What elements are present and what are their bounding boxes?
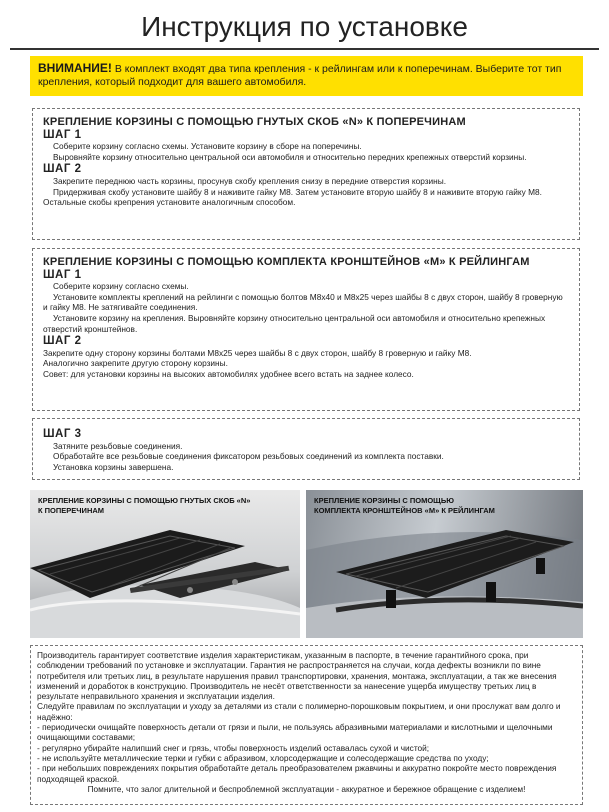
section-heading: КРЕПЛЕНИЕ КОРЗИНЫ С ПОМОЩЬЮ КОМПЛЕКТА КРОНШТЕЙНОВ «М» К РЕЙЛИНГАМ (43, 256, 530, 268)
step-text: Закрепите одну сторону корзины болтами М8х25 через шайбы 8 с двух сторон, шайбу 8 гроверную и гайку М8. (43, 347, 472, 358)
step-text: Соберите корзину согласно схемы. (53, 281, 189, 292)
caption-line: К ПОПЕРЕЧИНАМ (38, 505, 105, 515)
section-rails (32, 248, 580, 411)
section-final-step (32, 418, 580, 480)
warning-banner (30, 56, 583, 96)
page-title: Инструкция по установке (10, 8, 599, 50)
step-text: Аналогично закрепите другую сторону корзины. (43, 358, 228, 369)
warranty-text: Производитель гарантирует соответствие изделия характеристикам, указанным в паспорте, в течение гарантийного срока, при соблюдении требований по установке и эксплуатации. Гарантия не распространяется на случаи, когда дефекты возникли по вине потребителя или третьих лиц, в результате нарушения правил транспортировки, хранения, монтажа, эксплуатации, а так же внесения изменений и доработок в конструкцию. Производитель не несёт ответственности за нанесение ущерба имуществу третьих лиц в результате неправильного хранения и эксплуатации изделия. (37, 650, 557, 702)
section-crossbars (32, 108, 580, 240)
step-text: Обработайте все резьбовые соединения фиксатором резьбовых соединений из комплекта поставки. (53, 451, 444, 462)
care-rule: - не используйте металлические терки и губки с абразивом, хлорсодержащие и солесодержащие средства по уходу; (37, 752, 489, 763)
warning-label: ВНИМАНИЕ! (38, 61, 112, 75)
step-text: Установка корзины завершена. (53, 461, 174, 472)
step-title: ШАГ 2 (43, 335, 82, 348)
photo-crossbar-mount (30, 490, 300, 638)
care-rule: - при небольших повреждениях покрытия обработайте деталь преобразователем ржавчины и аккуратно покройте место повреждения подходящей краской. (37, 763, 557, 784)
section-heading: КРЕПЛЕНИЕ КОРЗИНЫ С ПОМОЩЬЮ ГНУТЫХ СКОБ «N» К ПОПЕРЕЧИНАМ (43, 116, 466, 128)
step-text: Совет: для установки корзины на высоких автомобилях удобнее всего встать на заднее колесо. (43, 368, 414, 379)
caption-line: КОМПЛЕКТА КРОНШТЕЙНОВ «М» К РЕЙЛИНГАМ (314, 505, 495, 515)
care-intro: Следуйте правилам по эксплуатации и уходу за деталями из стали с полимерно-порошковым покрытием, и они прослужат вам долго и надёжно: (37, 701, 561, 722)
photo-strip (30, 490, 583, 638)
step-title: ШАГ 1 (43, 268, 82, 281)
step-text: Закрепите переднюю часть корзины, просунув скобу крепления снизу в передние отверстия корзины. (53, 175, 446, 186)
step-title: ШАГ 3 (43, 428, 82, 440)
step-text: Выровняйте корзину относительно центральной оси автомобиля и относительно передних крепежных отверстий корзины. (53, 151, 527, 162)
step-title: ШАГ 2 (43, 163, 82, 176)
step-text: Придерживая скобу установите шайбу 8 и наживите гайку М8. Затем установите вторую шайбу 8 и наживите вторую гайку М8. Остальные скобы крепрения установите аналогичным способом. (43, 186, 542, 208)
photo-caption (38, 496, 250, 515)
warning-text: В комплект входят два типа крепления - к рейлингам или к поперечинам. Выберите тот тип крепления, который подходит для вашего автомобиля. (38, 63, 562, 88)
care-rule: - периодически очищайте поверхность детали от грязи и пыли, не пользуясь абразивными материалами и кислотными и щелочными очищающими составами; (37, 722, 553, 743)
step-text: Установите комплекты креплений на рейлинги с помощью болтов М8х40 и М8х25 через шайбы 8 с двух сторон, шайбу 8 гроверную и гайку М8. Не затягивайте соединения. (43, 291, 563, 313)
care-rule: - регулярно убирайте налипший снег и грязь, чтобы поверхность изделий оставалась сухой и чистой; (37, 742, 430, 753)
step-text: Соберите корзину согласно схемы. Установите корзину в сборе на поперечины. (53, 141, 362, 152)
step-title: ШАГ 1 (43, 128, 82, 141)
warranty-disclaimer (30, 645, 583, 805)
photo-caption (314, 496, 495, 515)
caption-line: КРЕПЛЕНИЕ КОРЗИНЫ С ПОМОЩЬЮ ГНУТЫХ СКОБ «N» (38, 496, 251, 505)
step-text: Затяните резьбовые соединения. (53, 440, 183, 451)
closing-note: Помните, что залог длительной и беспроблемной эксплуатации - аккуратное и бережное обращение с изделием! (87, 783, 526, 794)
caption-line: КРЕПЛЕНИЕ КОРЗИНЫ С ПОМОЩЬЮ (314, 496, 454, 505)
step-text: Установите корзину на крепления. Выровняйте корзину относительно центральной оси автомобиля и относительно крепежных отверстий кронштейнов. (43, 312, 546, 334)
photo-rail-mount (306, 490, 583, 638)
